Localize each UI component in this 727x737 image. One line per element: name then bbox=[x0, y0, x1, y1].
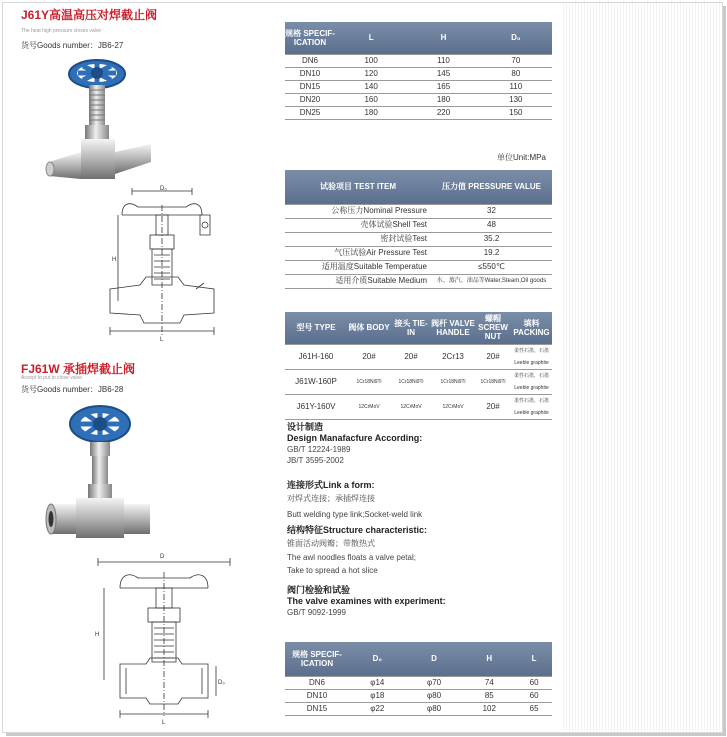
table-cell: 20# bbox=[475, 344, 511, 369]
structure-section bbox=[287, 523, 427, 575]
table-cell: 180 bbox=[407, 93, 479, 106]
column-header: H bbox=[462, 642, 516, 676]
table-cell: 12CrMoV bbox=[347, 394, 391, 419]
product-code: J61Y bbox=[21, 8, 50, 22]
table-cell: 60 bbox=[516, 676, 552, 689]
table-row bbox=[285, 67, 552, 80]
table-cell: 1Cr18Ni9Ti bbox=[475, 369, 511, 394]
table-row bbox=[285, 689, 552, 702]
page-shadow bbox=[723, 6, 726, 736]
column-header: D bbox=[406, 642, 463, 676]
table-cell: DN25 bbox=[285, 106, 335, 119]
table-row bbox=[285, 676, 552, 689]
table-cell: 74 bbox=[462, 676, 516, 689]
spec-table-1 bbox=[285, 22, 552, 120]
exam-heading-cn: 阀门检验和试验 bbox=[287, 585, 351, 595]
table-cell: 80 bbox=[480, 67, 552, 80]
column-header: 规格 SPECIF-ICATION bbox=[285, 22, 335, 54]
dimension-label: H bbox=[95, 632, 100, 638]
table-cell: ≤550℃ bbox=[431, 260, 552, 274]
valve-drawing-2 bbox=[90, 548, 250, 728]
column-header: D₀ bbox=[480, 22, 552, 54]
table-row bbox=[285, 260, 552, 274]
table-cell: J61W-160P bbox=[285, 369, 347, 394]
table-cell: 110 bbox=[480, 80, 552, 93]
column-header: 型号 TYPE bbox=[285, 312, 347, 344]
column-header: 规格 SPECIF-ICATION bbox=[285, 642, 349, 676]
test-table bbox=[285, 170, 552, 289]
product-subtitle: The heat high pressure closes valve bbox=[21, 28, 102, 34]
table-row bbox=[285, 204, 552, 218]
valve-drawing-1 bbox=[100, 185, 230, 345]
table-cell: 145 bbox=[407, 67, 479, 80]
table-row bbox=[285, 246, 552, 260]
product-title-fj61w: FJ61W 承插焊截止阀 bbox=[21, 362, 136, 376]
table-row bbox=[285, 54, 552, 67]
table-cell: 20# bbox=[475, 394, 511, 419]
table-cell: J61Y-160V bbox=[285, 394, 347, 419]
table-cell: 公称压力Nominal Pressure bbox=[285, 204, 431, 218]
column-header: 阀体 BODY bbox=[347, 312, 391, 344]
table-cell: 160 bbox=[335, 93, 407, 106]
link-heading: 连接形式Link a form: bbox=[287, 480, 375, 490]
goods-number: 货号Goods number：JB6-28 bbox=[21, 385, 124, 394]
valve-photo-1 bbox=[45, 52, 160, 200]
table-row bbox=[285, 218, 552, 232]
dimension-label: D bbox=[160, 554, 165, 560]
table-cell: 柔性石墨，石墨 Leeble graphite bbox=[511, 369, 552, 394]
table-cell: 20# bbox=[347, 344, 391, 369]
table-cell: φ70 bbox=[406, 676, 463, 689]
table-cell: 220 bbox=[407, 106, 479, 119]
goods-number: 货号Goods number：JB6-27 bbox=[21, 41, 124, 50]
table-cell: DN10 bbox=[285, 689, 349, 702]
table-cell: 70 bbox=[480, 54, 552, 67]
table-cell: DN15 bbox=[285, 702, 349, 715]
link-line: 对焊式连接；承插焊连接 bbox=[287, 494, 375, 503]
column-header: 试验项目 TEST ITEM bbox=[285, 170, 431, 204]
design-standard: JB/T 3595-2002 bbox=[287, 456, 344, 465]
table-row bbox=[285, 232, 552, 246]
table-cell: 适用温度Suitable Temperatue bbox=[285, 260, 431, 274]
table-row bbox=[285, 394, 552, 419]
structure-line: The awl noodles floats a valve petal; bbox=[287, 553, 416, 562]
table-cell: 12CrMoV bbox=[431, 394, 475, 419]
exam-standard: GB/T 9092-1999 bbox=[287, 608, 347, 617]
table-cell: 120 bbox=[335, 67, 407, 80]
table-cell: DN15 bbox=[285, 80, 335, 93]
table-cell: DN10 bbox=[285, 67, 335, 80]
table-cell: 1Cr18Ni9Ti bbox=[391, 369, 431, 394]
table-cell: 柔性石墨，石墨 Leeble graphite bbox=[511, 344, 552, 369]
table-cell: 165 bbox=[407, 80, 479, 93]
table-cell: DN6 bbox=[285, 676, 349, 689]
structure-line: Take to spread a hot slice bbox=[287, 566, 378, 575]
table-cell: 20# bbox=[391, 344, 431, 369]
column-header: L bbox=[516, 642, 552, 676]
column-header: 接头 TIE-IN bbox=[391, 312, 431, 344]
column-header: 压力值 PRESSURE VALUE bbox=[431, 170, 552, 204]
design-heading-cn: 设计制造 bbox=[287, 422, 324, 432]
table-cell: 适用介质Suitable Medium bbox=[285, 274, 431, 288]
table-cell: DN6 bbox=[285, 54, 335, 67]
table-cell: 140 bbox=[335, 80, 407, 93]
table-row bbox=[285, 344, 552, 369]
link-line: Butt welding type link;Socket-weld link bbox=[287, 510, 423, 519]
table-cell: 110 bbox=[407, 54, 479, 67]
table-cell: φ80 bbox=[406, 689, 463, 702]
product-subtitle: Accept to put to close valve bbox=[21, 375, 82, 381]
dimension-label: D₀ bbox=[160, 186, 167, 192]
table-cell: 柔性石墨，石墨 Leeble graphite bbox=[511, 394, 552, 419]
column-header: 填料 PACKING bbox=[511, 312, 552, 344]
material-table bbox=[285, 312, 552, 420]
table-cell: 150 bbox=[480, 106, 552, 119]
table-cell: 48 bbox=[431, 218, 552, 232]
table-cell: φ22 bbox=[349, 702, 406, 715]
table-cell: J61H-160 bbox=[285, 344, 347, 369]
exam-heading-en: The valve examines with experiment: bbox=[287, 596, 446, 606]
column-header: 阀杆 VALVE HANDLE bbox=[431, 312, 475, 344]
product-name: 高温高压对焊截止阀 bbox=[49, 8, 158, 22]
table-row bbox=[285, 106, 552, 119]
design-heading-en: Design Manafacfure According: bbox=[287, 433, 423, 443]
table-cell: 壳体试验Shell Test bbox=[285, 218, 431, 232]
table-row bbox=[285, 702, 552, 715]
table-cell: 130 bbox=[480, 93, 552, 106]
dimension-label: D₀ bbox=[218, 680, 225, 686]
page-shadow bbox=[6, 733, 726, 736]
table-cell: φ18 bbox=[349, 689, 406, 702]
design-section bbox=[287, 420, 422, 465]
valve-photo-2 bbox=[42, 398, 162, 546]
exam-section bbox=[287, 583, 446, 617]
handwheel-icon bbox=[70, 406, 130, 442]
table-cell: 12CrMoV bbox=[391, 394, 431, 419]
table-cell: 65 bbox=[516, 702, 552, 715]
table-cell: 85 bbox=[462, 689, 516, 702]
table-cell: φ80 bbox=[406, 702, 463, 715]
column-header: 螺帽 SCREW NUT bbox=[475, 312, 511, 344]
column-header: H bbox=[407, 22, 479, 54]
table-row bbox=[285, 274, 552, 288]
dimension-label: L bbox=[160, 337, 164, 343]
table-row bbox=[285, 369, 552, 394]
table-cell: 1Cr18Ni9Ti bbox=[347, 369, 391, 394]
unit-label: 单位Unit:MPa bbox=[497, 153, 546, 162]
link-section bbox=[287, 478, 422, 519]
handwheel-icon bbox=[69, 60, 125, 88]
structure-line: 锥面活动阀瓣；带散热式 bbox=[287, 539, 375, 548]
table-cell: 水、蒸汽、油品等Water,Steam,Oil goods bbox=[431, 274, 552, 288]
product-title-j61y bbox=[21, 6, 157, 23]
table-cell: φ14 bbox=[349, 676, 406, 689]
dimension-label: L bbox=[162, 720, 166, 726]
table-cell: 100 bbox=[335, 54, 407, 67]
table-cell: 180 bbox=[335, 106, 407, 119]
table-cell: 2Cr13 bbox=[431, 344, 475, 369]
table-cell: 密封试验Test bbox=[285, 232, 431, 246]
column-header: D₀ bbox=[349, 642, 406, 676]
table-row bbox=[285, 93, 552, 106]
background-stripes bbox=[563, 3, 721, 731]
structure-heading: 结构特征Structure characteristic: bbox=[287, 525, 428, 535]
table-cell: 60 bbox=[516, 689, 552, 702]
column-header: L bbox=[335, 22, 407, 54]
table-cell: 1Cr18Ni9Ti bbox=[431, 369, 475, 394]
table-cell: 35.2 bbox=[431, 232, 552, 246]
table-cell: 气压试验Air Pressure Test bbox=[285, 246, 431, 260]
table-cell: 102 bbox=[462, 702, 516, 715]
table-row bbox=[285, 80, 552, 93]
table-cell: 32 bbox=[431, 204, 552, 218]
table-cell: 19.2 bbox=[431, 246, 552, 260]
spec-table-2 bbox=[285, 642, 552, 716]
design-standard: GB/T 12224-1989 bbox=[287, 445, 351, 454]
dimension-label: H bbox=[112, 257, 117, 263]
table-cell: DN20 bbox=[285, 93, 335, 106]
